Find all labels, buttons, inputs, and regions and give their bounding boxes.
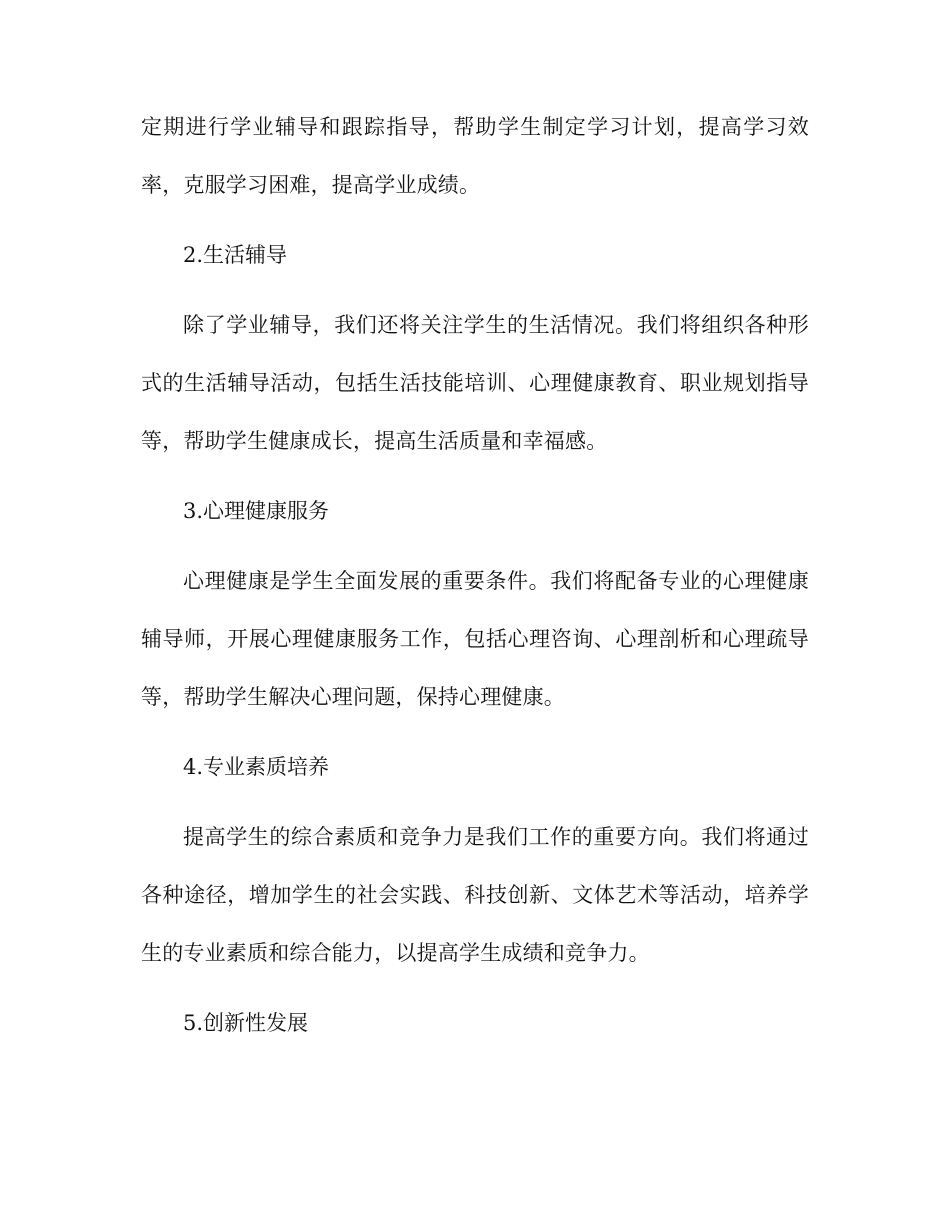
paragraph-life-tutoring: 除了学业辅导，我们还将关注学生的生活情况。我们将组织各种形式的生活辅导活动，包括生活技能培训、心理健康教育、职业规划指导等，帮助学生健康成长，提高生活质量和幸福感。 [141,313,809,453]
paragraph-academic-tutoring-continued: 定期进行学业辅导和跟踪指导，帮助学生制定学习计划，提高学习效率，克服学习困难，提高学业成绩。 [141,115,809,197]
section-heading-professional-quality: 4.专业素质培养 [183,755,330,779]
document-body [141,98,809,1064]
paragraph-mental-health: 心理健康是学生全面发展的重要条件。我们将配备专业的心理健康辅导师，开展心理健康服务工作，包括心理咨询、心理剖析和心理疏导等，帮助学生解决心理问题，保持心理健康。 [141,569,809,709]
section-heading-mental-health: 3.心理健康服务 [183,499,330,523]
paragraph-professional-quality: 提高学生的综合素质和竞争力是我们工作的重要方向。我们将通过各种途径，增加学生的社会实践、科技创新、文体艺术等活动，培养学生的专业素质和综合能力，以提高学生成绩和竞争力。 [141,825,809,965]
section-heading-innovative-development: 5.创新性发展 [183,1011,309,1035]
section-heading-life-tutoring: 2.生活辅导 [183,243,288,267]
